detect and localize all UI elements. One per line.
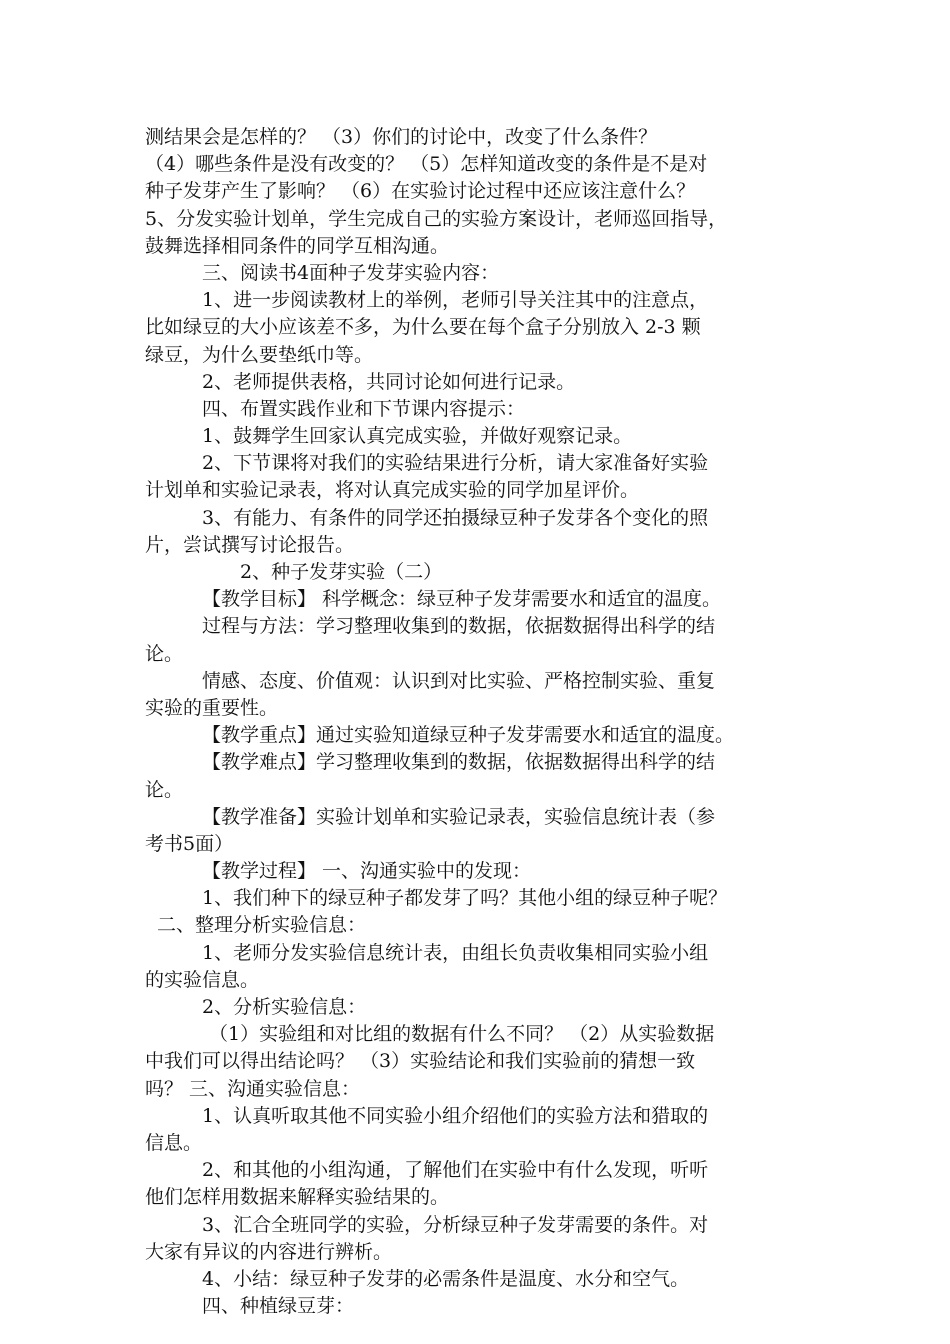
text-line: 比如绿豆的大小应该差不多，为什么要在每个盒子分别放入 2-3 颗: [145, 316, 701, 339]
section-heading: 四、布置实践作业和下节课内容提示：: [202, 397, 526, 420]
lesson-title: 2、种子发芽实验（二）: [240, 561, 443, 583]
text-line: 3、有能力、有条件的同学还拍摄绿豆种子发芽各个变化的照: [202, 506, 709, 529]
text-line: 1、进一步阅读教材上的举例，老师引导关注其中的注意点，: [202, 289, 709, 312]
section-heading: 二、整理分析实验信息：: [157, 914, 367, 937]
text-line: 2、和其他的小组沟通，了解他们在实验中有什么发现，听听: [202, 1159, 709, 1182]
text-line: 论。: [145, 642, 184, 665]
text-line: 他们怎样用数据来解释实验结果的。: [145, 1186, 450, 1209]
section-heading: 三、阅读书4面种子发芽实验内容：: [202, 261, 500, 284]
text-line: 信息。: [145, 1131, 203, 1154]
text-line: 4、小结：绿豆种子发芽的必需条件是温度、水分和空气。: [202, 1267, 690, 1290]
text-line: 论。: [145, 778, 184, 801]
text-line: 吗？ 三、沟通实验信息：: [145, 1077, 361, 1100]
text-line: 2、分析实验信息：: [202, 996, 367, 1018]
text-line: （1）实验组和对比组的数据有什么不同？ （2）从实验数据: [209, 1023, 715, 1046]
text-line: 【教学过程】 一、沟通实验中的发现：: [202, 860, 532, 883]
text-line: 1、鼓舞学生回家认真完成实验，并做好观察记录。: [202, 425, 633, 448]
text-line: 的实验信息。: [145, 968, 260, 991]
text-line: 绿豆，为什么要垫纸巾等。: [145, 343, 374, 366]
text-line: 片，尝试撰写讨论报告。: [145, 533, 355, 556]
text-line: 种子发芽产生了影响？ （6）在实验讨论过程中还应该注意什么？: [145, 180, 696, 203]
text-line: 2、下节课将对我们的实验结果进行分析，请大家准备好实验: [202, 452, 709, 475]
text-line: 2、老师提供表格，共同讨论如何进行记录。: [202, 370, 576, 393]
text-line: 情感、态度、价值观：认识到对比实验、严格控制实验、重复: [202, 669, 716, 692]
text-line: 【教学难点】学习整理收集到的数据，依据数据得出科学的结: [202, 751, 716, 774]
section-heading: 四、种植绿豆芽：: [202, 1295, 355, 1318]
text-line: 计划单和实验记录表，将对认真完成实验的同学加星评价。: [145, 479, 640, 502]
document-body: [145, 124, 815, 1320]
text-line: 5、分发实验计划单，学生完成自己的实验方案设计，老师巡回指导，: [145, 207, 728, 230]
text-line: （4）哪些条件是没有改变的？ （5）怎样知道改变的条件是不是对: [145, 153, 708, 176]
text-line: 测结果会是怎样的？ （3）你们的讨论中，改变了什么条件？: [145, 126, 658, 148]
text-line: 3、汇合全班同学的实验，分析绿豆种子发芽需要的条件。对: [202, 1213, 709, 1236]
text-line: 【教学目标】 科学概念：绿豆种子发芽需要水和适宜的温度。: [202, 588, 722, 611]
text-line: 1、老师分发实验信息统计表，由组长负责收集相同实验小组: [202, 941, 709, 964]
text-line: 大家有异议的内容进行辨析。: [145, 1240, 393, 1263]
text-line: 鼓舞选择相同条件的同学互相沟通。: [145, 234, 450, 257]
text-line: 实验的重要性。: [145, 696, 279, 719]
text-line: 中我们可以得出结论吗？ （3）实验结论和我们实验前的猜想一致: [145, 1050, 696, 1073]
text-line: 1、我们种下的绿豆种子都发芽了吗？其他小组的绿豆种子呢？: [202, 887, 728, 910]
text-line: 【教学重点】通过实验知道绿豆种子发芽需要水和适宜的温度。: [202, 724, 735, 747]
text-line: 过程与方法：学习整理收集到的数据，依据数据得出科学的结: [202, 615, 716, 638]
text-line: 【教学准备】实验计划单和实验记录表，实验信息统计表（参: [202, 805, 716, 828]
text-line: 考书5面）: [145, 832, 234, 855]
text-line: 1、认真听取其他不同实验小组介绍他们的实验方法和猎取的: [202, 1104, 709, 1127]
